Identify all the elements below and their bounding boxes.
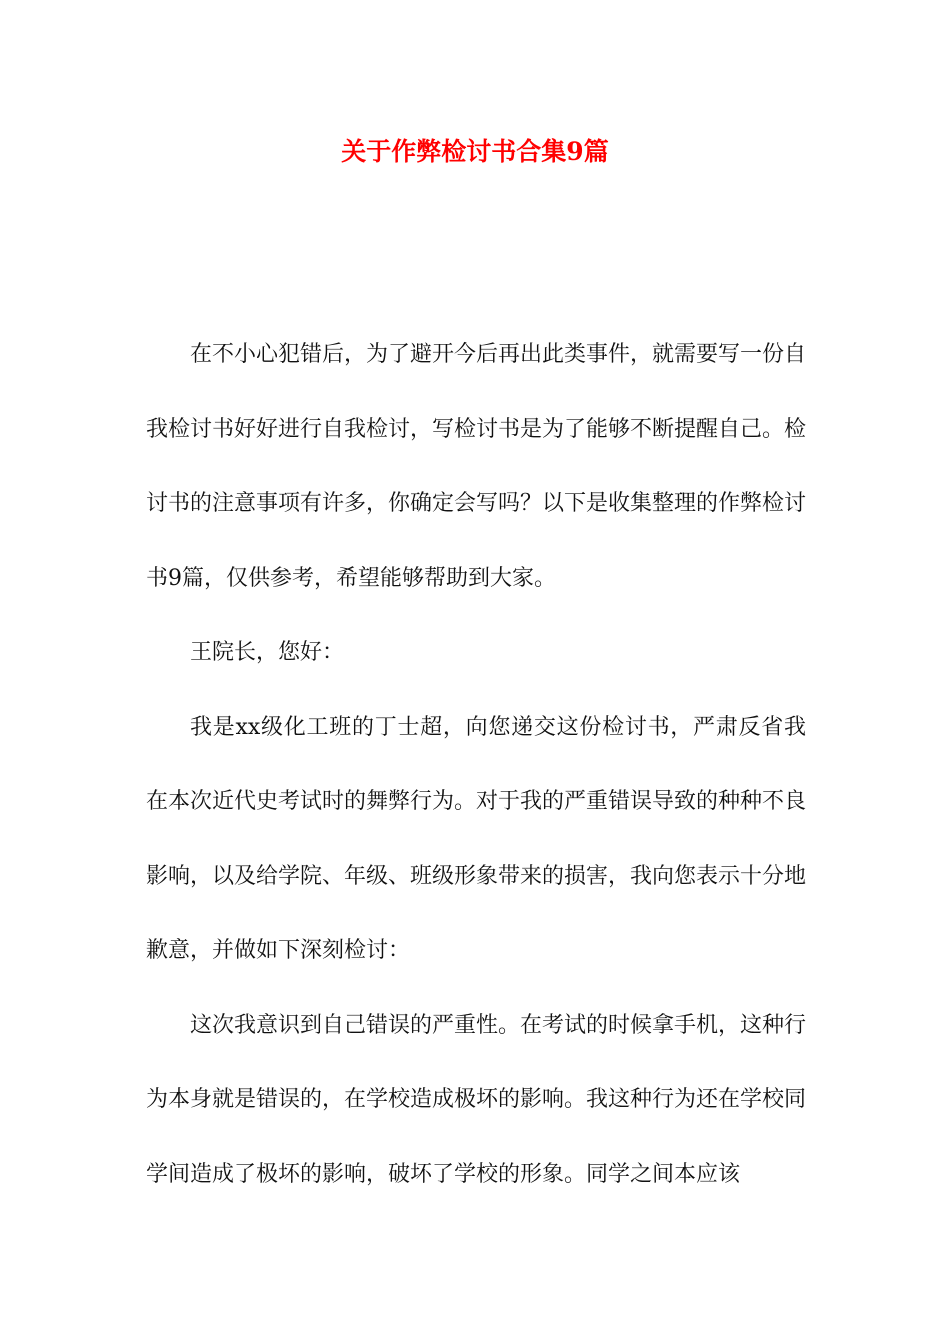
document-body [146, 318, 806, 1212]
document-title: 关于作弊检讨书合集9篇 [341, 137, 609, 166]
paragraph-reflection: 这次我意识到自己错误的严重性。在考试的时候拿手机，这种行为本身就是错误的，在学校造成极坏的影响。我这种行为还在学校同学间造成了极坏的影响，破坏了学校的形象。同学之间本应该 [146, 1012, 807, 1187]
paragraph-salutation: 王院长，您好： [190, 640, 345, 665]
paragraph-intro: 在不小心犯错后，为了避开今后再出此类事件，就需要写一份自我检讨书好好进行自我检讨，写检讨书是为了能够不断提醒自己。检讨书的注意事项有许多，你确定会写吗？以下是收集整理的作弊检讨书9篇，仅供参考，希望能够帮助到大家。 [146, 342, 807, 591]
paragraph-confession: 我是xx级化工班的丁士超，向您递交这份检讨书，严肃反省我在本次近代史考试时的舞弊行为。对于我的严重错误导致的种种不良影响，以及给学院、年级、班级形象带来的损害，我向您表示十分地歉意，并做如下深刻检讨： [146, 714, 807, 963]
